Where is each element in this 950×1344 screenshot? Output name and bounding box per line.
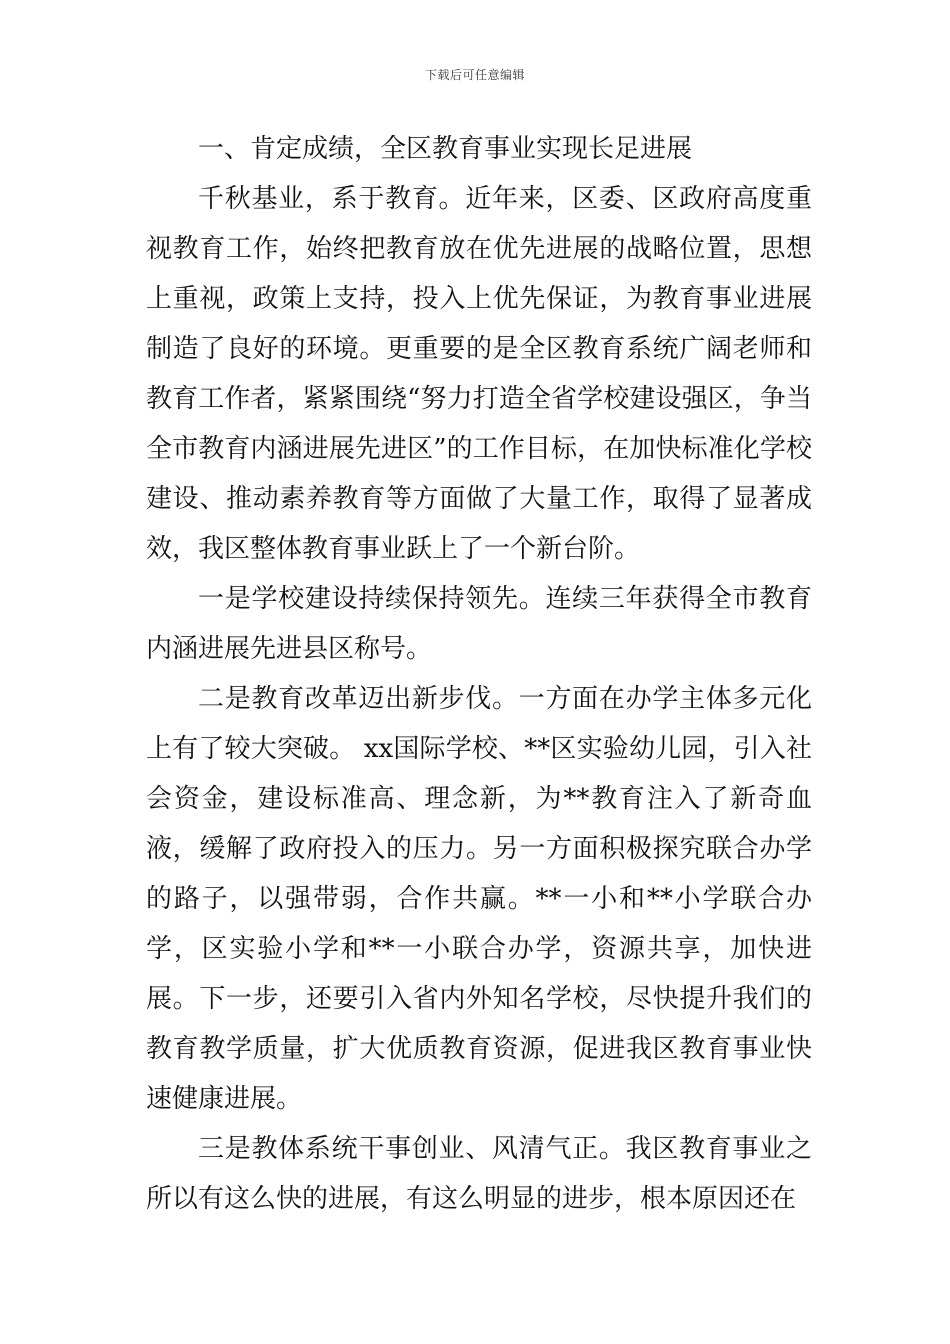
paragraph-point-three: 三是教体系统干事创业、风清气正。我区教育事业之所以有这么快的进展，有这么明显的进步，根本原因还在	[146, 1134, 812, 1214]
paragraph-intro: 千秋基业，系于教育。近年来，区委、区政府高度重视教育工作，始终把教育放在优先进展的战略位置，思想上重视，政策上支持，投入上优先保证，为教育事业进展制造了良好的环境。更重要的是全区教育系统广阔老师和教育工作者，紧紧围绕“努力打造全省学校建设强区，争当全市教育内涵进展先进区”的工作目标，在加快标准化学校建设、推动素养教育等方面做了大量工作，取得了显著成效，我区整体教育事业跃上了一个新台阶。	[146, 184, 812, 564]
paragraph-point-two: 二是教育改革迈出新步伐。一方面在办学主体多元化上有了较大突破。 xx国际学校、**区实验幼儿园，引入社会资金，建设标准高、理念新，为**教育注入了新奇血液，缓解了政府投入的压力。另一方面积极探究联合办学的路子，以强带弱，合作共赢。**一小和**小学联合办学，区实验小学和**一小联合办学，资源共享，加快进展。下一步，还要引入省内外知名学校，尽快提升我们的教育教学质量，扩大优质教育资源，促进我区教育事业快速健康进展。	[146, 684, 812, 1114]
section-heading: 一、肯定成绩，全区教育事业实现长足进展	[198, 134, 693, 164]
page-header-note: 下载后可任意编辑	[424, 68, 525, 82]
document-body	[146, 124, 812, 1224]
paragraph-point-one: 一是学校建设持续保持领先。连续三年获得全市教育内涵进展先进县区称号。	[146, 584, 812, 664]
